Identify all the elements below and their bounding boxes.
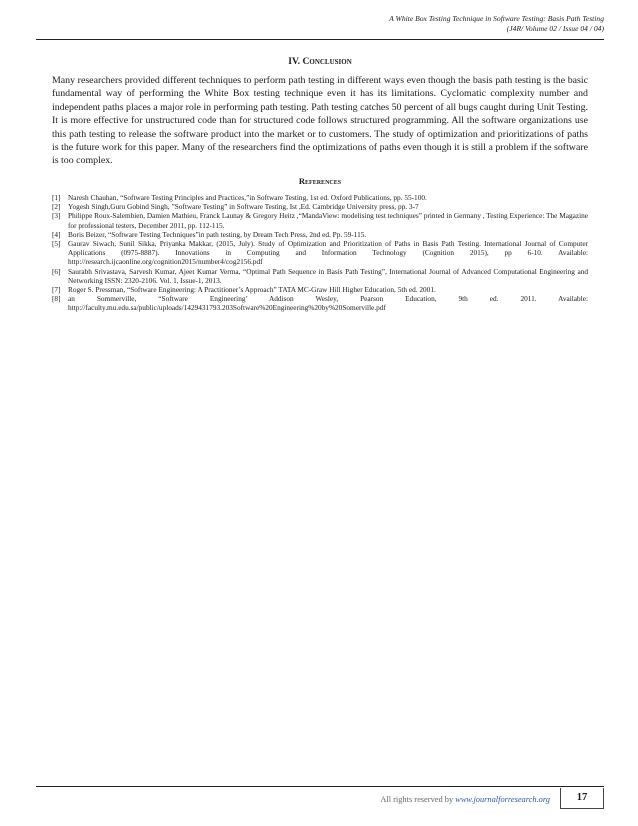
reference-text: Saurabh Srivastava, Sarvesh Kumar, Ajeet Kumar Verma, “Optimal Path Sequence in Basis Path Testing”, International Journal of Advanced Computational Engineering and Networking ISSN: 2320-2106. Vol. 1, Issue-1, 2013. (68, 266, 588, 285)
reference-text: Philippe Roux-Salembien, Damien Mathieu, Franck Launay & Gregory Heitz ,“MandaView: modelising test techniques” printed in Germany , Testing Experience: The Magazine for professional testers, December 2011, pp. 112-115. (68, 211, 588, 230)
footer-text: All rights reserved by (380, 795, 456, 804)
reference-text: Boris Beizer, “Software Testing Techniques”in path testing, by Dream Tech Press, 2nd ed. Pp. 59-115. (68, 229, 367, 239)
reference-item (52, 211, 588, 229)
reference-number: [1] (52, 193, 61, 202)
references-heading: References (298, 176, 342, 186)
reference-text: Gaurav Siwach, Sunil Sikka, Priyanka Makkar, (2015, July). Study of Optimization and Prioritization of Paths in Basis Path Testing. International Journal of Computer Applications (0975-8887). Innovations in Computing and Information Technology (Cognition 2015), pp 6-10. Available: http://research.ijcaonline.org/cognition2015/number4/cog2156.pdf (68, 239, 588, 267)
section-heading (36, 56, 604, 67)
references-list (52, 193, 588, 313)
reference-number: [2] (52, 202, 61, 212)
footer-copyright (380, 795, 550, 804)
reference-text: Yogesh Singh,Guru Gobind Singh, ”Software Testing” in Software Testing, Ist ,Ed. Cambridge University press, pp. 3-7 (68, 202, 419, 212)
page-number: 17 (560, 788, 604, 809)
reference-number: [3] (52, 211, 61, 221)
reference-item (52, 294, 588, 312)
reference-item (52, 239, 588, 267)
footer-rule (36, 786, 604, 787)
reference-number: [8] (52, 294, 61, 304)
reference-item (52, 202, 588, 211)
section-title: Conclusion (302, 56, 352, 67)
reference-text: an Sommerville, “Software Engineering’ Addison Wesley, Pearson Education, 9th ed. 2011. Available: http://faculty.mu.edu.sa/public/uploads/1429431793.203Software%20Engineering%20by%20Somerville.pdf (68, 294, 588, 313)
conclusion-paragraph: Many researchers provided different techniques to perform path testing in different ways even though the basis path testing is the basic fundamental way of performing the White Box testing technique even it has its limitations. Cyclomatic complexity number and independent paths places a major role in performing path testing. Path testing catches 50 percent of all bugs caught during Unit Testing. It is more effective for unstructured code than for structured code follows structured programming. All the software organizations use this path testing to release the software product into the market or to customers. The study of optimization and prioritizations of paths is the future work for this paper. Many of the researchers find the optimizations of paths even though it is still a problem if the software is too complex. (52, 75, 588, 167)
header-issue: (J4R/ Volume 02 / Issue 04 / 04) (506, 24, 604, 33)
header-title: A White Box Testing Technique in Software Testing: Basis Path Testing (389, 14, 604, 23)
reference-item (52, 267, 588, 285)
reference-number: [6] (52, 266, 61, 276)
reference-text: Roger S. Pressman, “Software Engineering: A Practitioner’s Approach” TATA MC-Graw Hill Higher Education, 5th ed. 2001. (68, 285, 436, 295)
reference-number: [7] (52, 285, 61, 295)
footer-link[interactable]: www.journalforresearch.org (455, 795, 550, 804)
reference-number: [4] (52, 229, 61, 239)
reference-text: Naresh Chauhan, “Software Testing Principles and Practices,”in Software Testing, 1st ed. Oxford Publications, pp. 55-100. (68, 193, 427, 202)
section-number: IV. (288, 56, 301, 67)
reference-item (52, 285, 588, 294)
reference-number: [5] (52, 239, 61, 249)
running-header (44, 14, 604, 34)
reference-item (52, 193, 588, 202)
reference-item (52, 230, 588, 239)
header-rule (36, 39, 604, 40)
